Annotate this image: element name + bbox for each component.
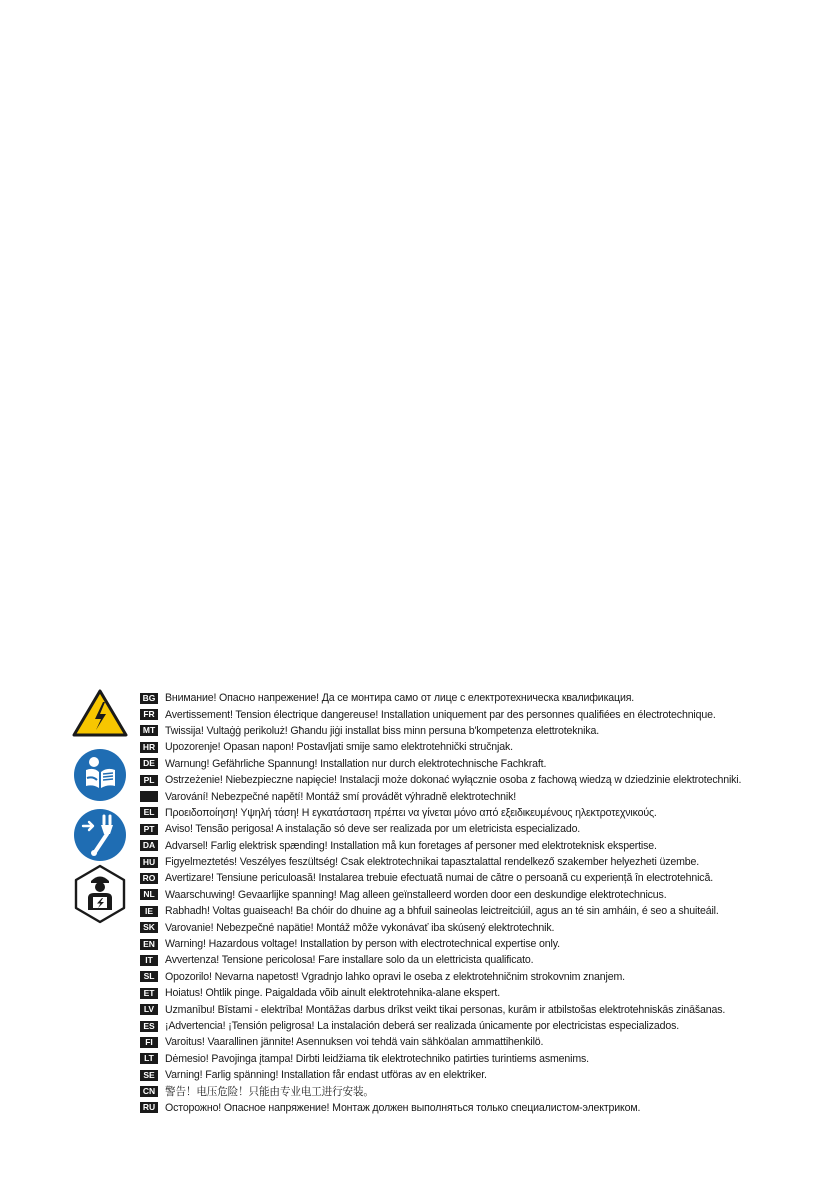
warning-row — [140, 838, 830, 854]
warning-text: Varování! Nebezpečné napětí! Montáž smí provádět výhradně elektrotechnik! — [165, 790, 517, 803]
warning-row — [140, 854, 830, 870]
warning-row — [140, 805, 830, 821]
language-code-badge: DE — [140, 758, 158, 769]
warning-text: Rabhadh! Voltas guaiseach! Ba chóir do dhuine ag a bhfuil saineolas leictreitciúil, agus an té sin amháin, é seo a shuiteáil. — [165, 905, 719, 918]
warning-row — [140, 788, 830, 804]
language-code-badge — [140, 791, 158, 802]
language-code-badge: ET — [140, 988, 158, 999]
language-code-badge: RO — [140, 873, 158, 884]
warning-text: Upozorenje! Opasan napon! Postavljati smije samo elektrotehnički stručnjak. — [165, 741, 513, 754]
language-code-badge: NL — [140, 889, 158, 900]
language-code-badge: HR — [140, 742, 158, 753]
language-code-badge: DA — [140, 840, 158, 851]
warning-row — [140, 756, 830, 772]
warning-text: Twissija! Vultaġġ perikoluż! Għandu jiġi installat biss minn persuna b'kompetenza elettroteknika. — [165, 724, 600, 737]
warning-row — [140, 690, 830, 706]
warning-row — [140, 985, 830, 1001]
warning-row — [140, 903, 830, 919]
language-code-badge: MT — [140, 725, 158, 736]
language-code-badge: EL — [140, 807, 158, 818]
warning-row — [140, 1083, 830, 1099]
language-code-badge: SE — [140, 1070, 158, 1081]
language-code-badge: IT — [140, 955, 158, 966]
warning-text: 警告！电压危险！只能由专业电工进行安装。 — [165, 1086, 374, 1099]
language-code-badge: BG — [140, 693, 158, 704]
warning-row — [140, 870, 830, 886]
warning-text: ¡Advertencia! ¡Tensión peligrosa! La instalación deberá ser realizada únicamente por electricistas especializados. — [165, 1020, 680, 1032]
language-code-badge: IE — [140, 906, 158, 917]
warning-text: Waarschuwing! Gevaarlijke spanning! Mag alleen geïnstalleerd worden door een deskundige elektrotechnicus. — [165, 888, 667, 901]
language-code-badge: RU — [140, 1102, 158, 1113]
warning-row — [140, 919, 830, 935]
warning-text: Uzmanību! Bīstami - elektrība! Montāžas darbus drīkst veikt tikai personas, kurām ir atbilstošas elektrotehniskās zināšanas. — [165, 1003, 726, 1016]
warning-text: Aviso! Tensão perigosa! A instalação só deve ser realizada por um eletricista especializado. — [165, 823, 581, 836]
language-code-badge: FR — [140, 709, 158, 720]
language-code-badge: LV — [140, 1004, 158, 1015]
language-code-badge: ES — [140, 1021, 158, 1032]
language-code-badge: SL — [140, 971, 158, 982]
qualified-electrician-icon — [73, 864, 127, 924]
warning-row — [140, 772, 830, 788]
warning-text: Hoiatus! Ohtlik pinge. Paigaldada võib ainult elektrotehnika-alane ekspert. — [165, 987, 501, 1000]
warning-row — [140, 1100, 830, 1116]
warning-text: Advarsel! Farlig elektrisk spænding! Installation må kun foretages af personer med elektroteknisk ekspertise. — [165, 839, 657, 852]
warning-row — [140, 887, 830, 903]
language-code-badge: PL — [140, 775, 158, 786]
warning-row — [140, 739, 830, 755]
language-code-badge: SK — [140, 922, 158, 933]
warning-row — [140, 1067, 830, 1083]
language-code-badge: PT — [140, 824, 158, 835]
warning-text: Avertissement! Tension électrique dangereuse! Installation uniquement par des personnes qualifiées en électrotechnique. — [165, 708, 716, 721]
warning-text: Προειδοποίηση! Υψηλή τάση! Η εγκατάσταση πρέπει να γίνεται μόνο από εξειδικευμένους ηλεκτροτεχνικούς. — [165, 806, 657, 819]
read-manual-icon — [73, 748, 127, 802]
warning-row — [140, 936, 830, 952]
warning-row — [140, 952, 830, 968]
warning-text: Ostrzeżenie! Niebezpieczne napięcie! Instalacji może dokonać wyłącznie osoba z fachową wiedzą w dziedzinie elektrotechniki. — [165, 774, 742, 787]
warning-text: Dėmesio! Pavojinga įtampa! Dirbti leidžiama tik elektrotechniko patirties turintiems asmenims. — [165, 1052, 589, 1065]
warning-row — [140, 821, 830, 837]
warning-text: Внимание! Опасно напрежение! Да се монтира само от лице с електротехническа квалификация. — [165, 692, 635, 705]
warning-text: Varovanie! Nebezpečné napätie! Montáž môže vykonávať iba skúsený elektrotechnik. — [165, 921, 555, 934]
warning-text: Осторожно! Опасное напряжение! Монтаж должен выполняться только специалистом-электриком. — [165, 1101, 641, 1114]
warning-row — [140, 1001, 830, 1017]
multilingual-warning-list — [140, 690, 830, 1116]
warning-electric-icon — [71, 688, 129, 738]
warning-row — [140, 1051, 830, 1067]
warning-row — [140, 723, 830, 739]
warning-text: Varoitus! Vaarallinen jännite! Asennuksen voi tehdä vain sähköalan ammattihenkilö. — [165, 1036, 544, 1049]
warning-text: Figyelmeztetés! Veszélyes feszültség! Csak elektrotechnikai tapasztalattal rendelkező szakember helyezheti üzembe. — [165, 856, 700, 869]
warning-row — [140, 706, 830, 722]
warning-row — [140, 969, 830, 985]
language-code-badge: LT — [140, 1053, 158, 1064]
warning-text: Warning! Hazardous voltage! Installation by person with electrotechnical expertise only. — [165, 938, 560, 951]
warning-row — [140, 1034, 830, 1050]
disconnect-supply-icon — [73, 808, 127, 862]
warning-text: Avvertenza! Tensione pericolosa! Fare installare solo da un elettricista qualificato. — [165, 954, 534, 967]
warning-text: Opozorilo! Nevarna napetost! Vgradnjo lahko opravi le oseba z elektrotehničnim strokovnim znanjem. — [165, 970, 625, 983]
language-code-badge: FI — [140, 1037, 158, 1048]
warning-text: Warnung! Gefährliche Spannung! Installation nur durch elektrotechnische Fachkraft. — [165, 757, 547, 770]
warning-text: Varning! Farlig spänning! Installation får endast utföras av en elektriker. — [165, 1069, 487, 1082]
language-code-badge: CN — [140, 1086, 158, 1097]
language-code-badge: HU — [140, 857, 158, 868]
warning-text: Avertizare! Tensiune periculoasă! Instalarea trebuie efectuată numai de către o persoană cu experiență în electrotehnică. — [165, 872, 713, 885]
warning-row — [140, 1018, 830, 1034]
language-code-badge: EN — [140, 939, 158, 950]
